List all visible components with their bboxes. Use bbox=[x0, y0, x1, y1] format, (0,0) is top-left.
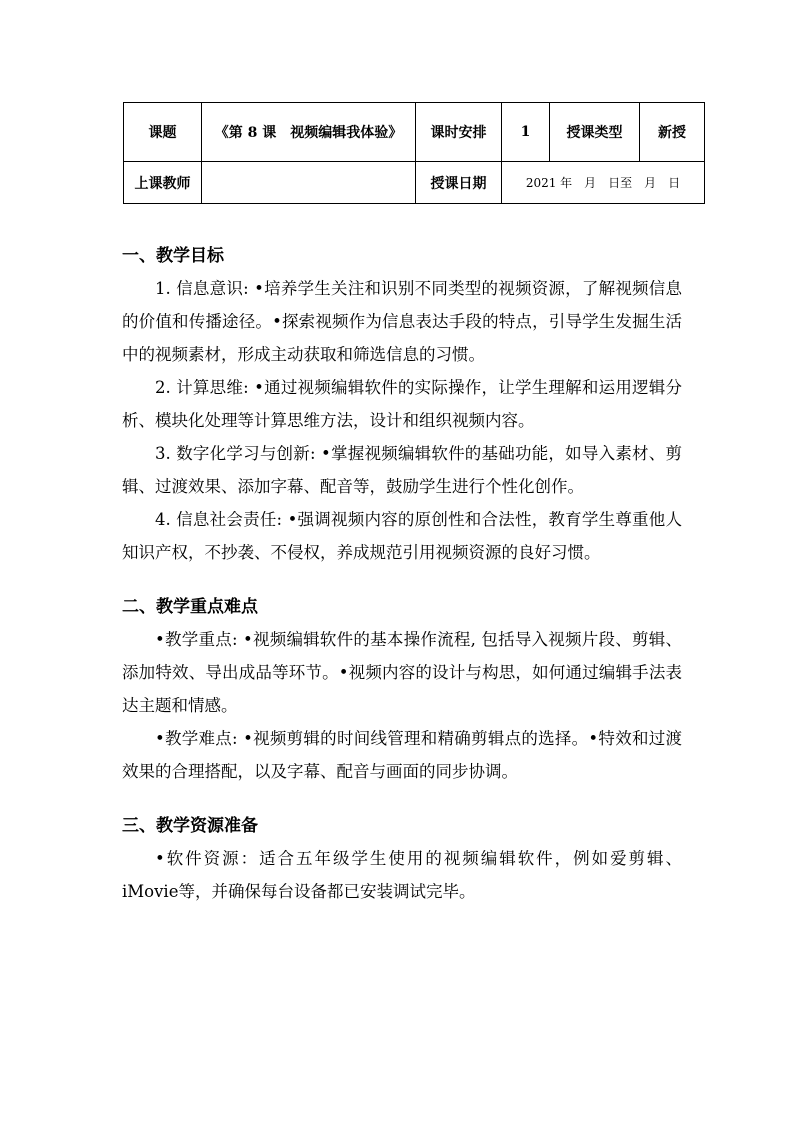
goal-item: 3. 数字化学习与创新: •掌握视频编辑软件的基础功能，如导入素材、剪辑、过渡效果、添加字幕、配音等，鼓励学生进行个性化创作。 bbox=[122, 444, 682, 496]
hours-value: 1 bbox=[502, 103, 550, 162]
date-label: 授课日期 bbox=[416, 162, 502, 204]
topic-label: 课题 bbox=[124, 103, 202, 162]
type-value: 新授 bbox=[640, 103, 705, 162]
resource-item: •软件资源：适合五年级学生使用的视频编辑软件，例如爱剪辑、iMovie等，并确保每台设备都已安装调试完毕。 bbox=[122, 849, 682, 901]
date-value: 2021 年 月 日至 月 日 bbox=[502, 162, 705, 204]
section-title-key-points: 二、教学重点难点 bbox=[122, 597, 258, 617]
section-title-goals: 一、教学目标 bbox=[122, 246, 224, 266]
lesson-plan-body bbox=[122, 240, 682, 908]
lesson-header-table bbox=[123, 102, 705, 204]
type-label: 授课类型 bbox=[550, 103, 640, 162]
key-point-item: •教学重点: •视频编辑软件的基本操作流程, 包括导入视频片段、剪辑、添加特效、导出成品等环节。•视频内容的设计与构思，如何通过编辑手法表达主题和情感。 bbox=[122, 630, 682, 715]
teacher-value bbox=[202, 162, 416, 204]
goal-item: 2. 计算思维: •通过视频编辑软件的实际操作，让学生理解和运用逻辑分析、模块化处理等计算思维方法，设计和组织视频内容。 bbox=[122, 378, 682, 430]
hours-label: 课时安排 bbox=[416, 103, 502, 162]
goal-item: 1. 信息意识: •培养学生关注和识别不同类型的视频资源，了解视频信息的价值和传播途径。•探索视频作为信息表达手段的特点，引导学生发掘生活中的视频素材，形成主动获取和筛选信息的习惯。 bbox=[122, 279, 682, 364]
header-row-2 bbox=[124, 162, 705, 204]
key-point-item: •教学难点: •视频剪辑的时间线管理和精确剪辑点的选择。•特效和过渡效果的合理搭配，以及字幕、配音与画面的同步协调。 bbox=[122, 729, 682, 781]
section-title-resources: 三、教学资源准备 bbox=[122, 816, 258, 836]
goal-item: 4. 信息社会责任: •强调视频内容的原创性和合法性，教育学生尊重他人知识产权，不抄袭、不侵权，养成规范引用视频资源的良好习惯。 bbox=[122, 510, 682, 562]
teacher-label: 上课教师 bbox=[124, 162, 202, 204]
topic-value: 《第 8 课 视频编辑我体验》 bbox=[202, 103, 416, 162]
header-row-1 bbox=[124, 103, 705, 162]
